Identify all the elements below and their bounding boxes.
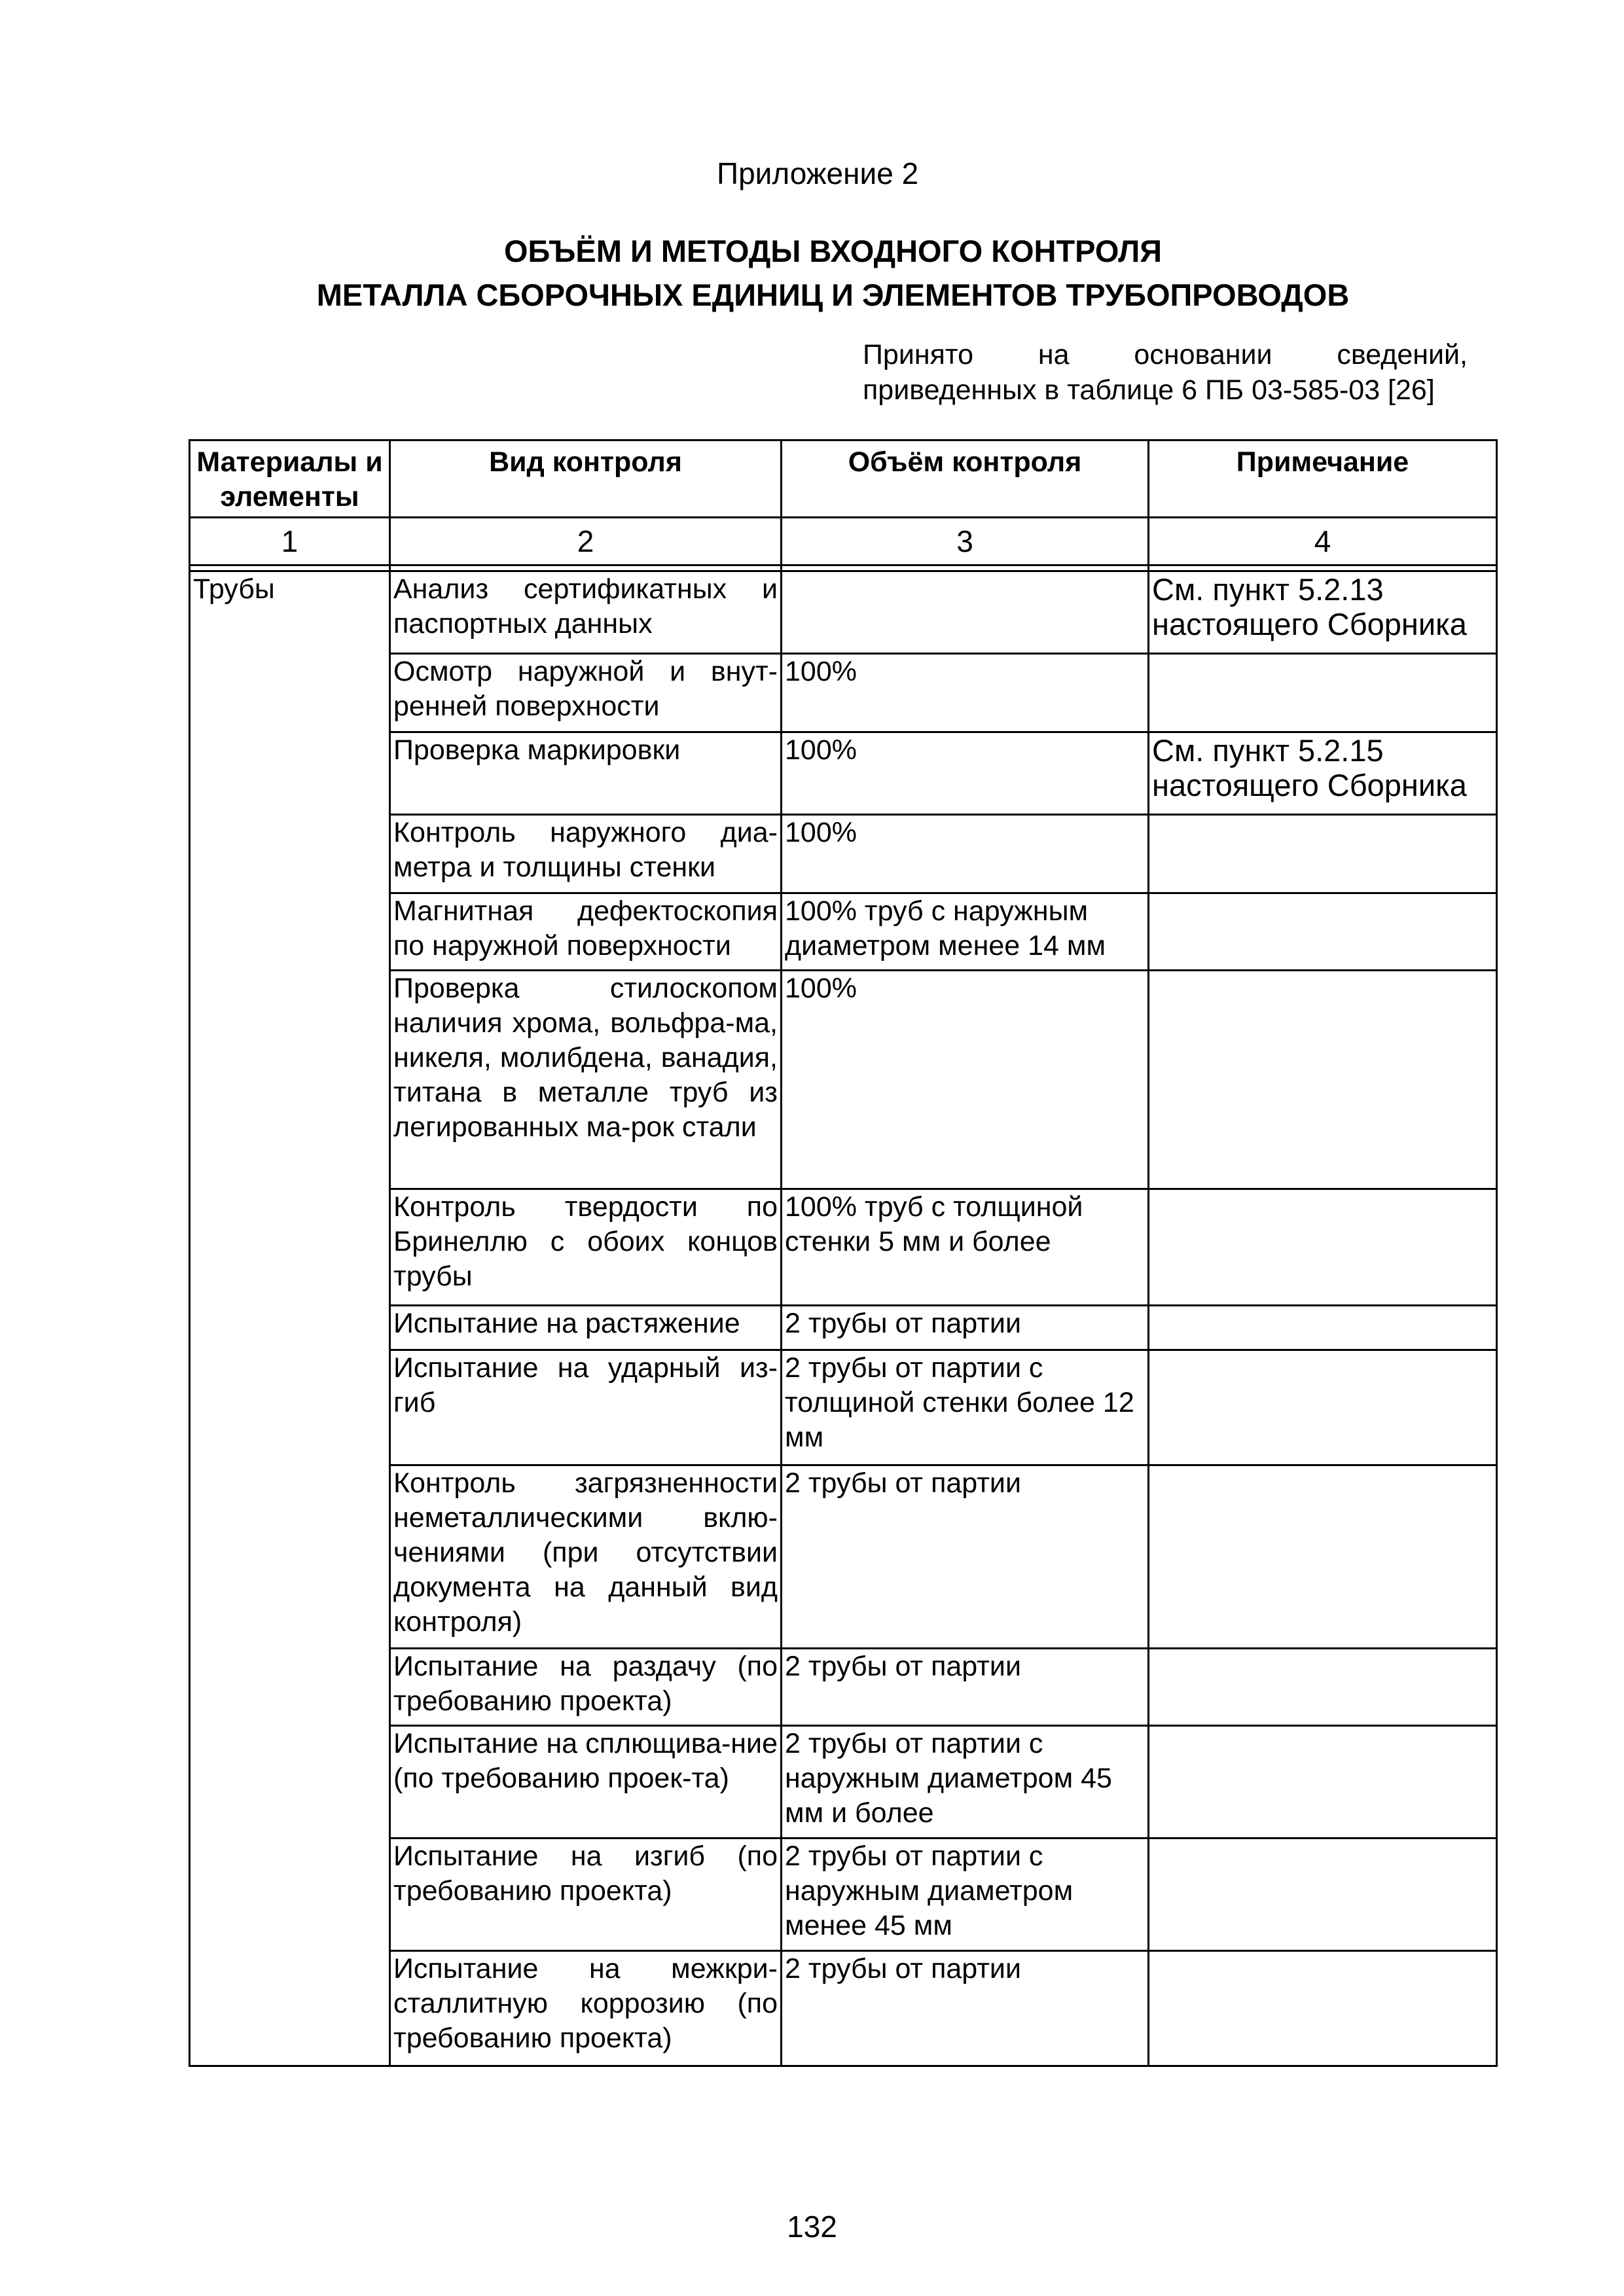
title-line-2: МЕТАЛЛА СБОРОЧНЫХ ЕДИНИЦ И ЭЛЕМЕНТОВ ТРУБОПРОВОДОВ (316, 278, 1350, 312)
control-volume-cell: 2 трубы от партии (782, 1649, 1149, 1726)
note-cell (1149, 1726, 1497, 1839)
control-volume-cell: 2 трубы от партии с наружным диаметром менее 45 мм (782, 1839, 1149, 1951)
header-control-type: Вид контроля (390, 440, 782, 518)
title-line-1: ОБЪЁМ И МЕТОДЫ ВХОДНОГО КОНТРОЛЯ (503, 234, 1163, 268)
control-volume-cell (782, 571, 1149, 654)
source-note-line-2: приведенных в таблице 6 ПБ 03-585-03 [26] (863, 374, 1435, 406)
control-volume-cell: 2 трубы от партии с толщиной стенки более 12 мм (782, 1350, 1149, 1465)
note-cell (1149, 1839, 1497, 1951)
control-volume-cell: 100% (782, 654, 1149, 732)
control-type-cell: Испытание на растяжение (390, 1306, 782, 1350)
note-cell: См. пункт 5.2.15 настоящего Сборника (1149, 732, 1497, 815)
control-type-cell: Осмотр наружной и внут-ренней поверхности (390, 654, 782, 732)
control-type-cell: Проверка маркировки (390, 732, 782, 815)
control-type-cell: Магнитная дефектоскопия по наружной поверхности (390, 893, 782, 971)
control-type-cell: Испытание на межкри-сталлитную коррозию (по требованию проекта) (390, 1951, 782, 2066)
note-cell (1149, 1951, 1497, 2066)
header-materials: Материалы и элементы (190, 440, 390, 518)
column-number: 4 (1149, 518, 1497, 565)
column-number: 3 (782, 518, 1149, 565)
note-cell (1149, 1306, 1497, 1350)
control-volume-cell: 100% (782, 971, 1149, 1189)
separator-row (190, 565, 1497, 571)
control-type-cell: Проверка стилоскопом наличия хрома, вольфра-ма, никеля, молибдена, ванадия, титана в металле труб из легированных ма-рок стали (390, 971, 782, 1189)
note-cell: См. пункт 5.2.13 настоящего Сборника (1149, 571, 1497, 654)
material-cell: Трубы (190, 571, 390, 2066)
note-cell (1149, 1189, 1497, 1306)
control-type-cell: Анализ сертификатных и паспортных данных (390, 571, 782, 654)
page-number: 132 (787, 2210, 837, 2244)
note-cell (1149, 1649, 1497, 1726)
control-volume-cell: 100% (782, 815, 1149, 893)
note-cell (1149, 654, 1497, 732)
control-type-cell: Испытание на сплющива-ние (по требованию проек-та) (390, 1726, 782, 1839)
control-type-cell: Контроль твердости по Бринеллю с обоих концов трубы (390, 1189, 782, 1306)
header-control-volume: Объём контроля (782, 440, 1149, 518)
table-row (190, 571, 1497, 654)
control-volume-cell: 2 трубы от партии (782, 1951, 1149, 2066)
column-number-row (190, 518, 1497, 565)
control-type-cell: Испытание на изгиб (по требованию проекта) (390, 1839, 782, 1951)
control-type-cell: Испытание на раздачу (по требованию проекта) (390, 1649, 782, 1726)
control-volume-cell: 2 трубы от партии (782, 1465, 1149, 1649)
note-cell (1149, 1465, 1497, 1649)
note-cell (1149, 1350, 1497, 1465)
inspection-table (189, 439, 1498, 2067)
control-volume-cell: 2 трубы от партии с наружным диаметром 45 мм и более (782, 1726, 1149, 1839)
note-cell (1149, 971, 1497, 1189)
column-number: 2 (390, 518, 782, 565)
control-volume-cell: 100% (782, 732, 1149, 815)
header-note: Примечание (1149, 440, 1497, 518)
control-volume-cell: 100% труб с толщиной стенки 5 мм и более (782, 1189, 1149, 1306)
column-number: 1 (190, 518, 390, 565)
note-cell (1149, 893, 1497, 971)
control-type-cell: Контроль наружного диа-метра и толщины стенки (390, 815, 782, 893)
control-volume-cell: 100% труб с наружным диаметром менее 14 мм (782, 893, 1149, 971)
control-type-cell: Контроль загрязненности неметаллическими вклю-чениями (при отсутствии документа на данный вид контроля) (390, 1465, 782, 1649)
appendix-label: Приложение 2 (717, 156, 919, 190)
document-title (190, 229, 1476, 317)
note-cell (1149, 815, 1497, 893)
header-row (190, 440, 1497, 518)
source-note (863, 337, 1468, 408)
control-type-cell: Испытание на ударный из-гиб (390, 1350, 782, 1465)
source-note-line-1: Принято на основании сведений, (863, 339, 1468, 370)
control-volume-cell: 2 трубы от партии (782, 1306, 1149, 1350)
